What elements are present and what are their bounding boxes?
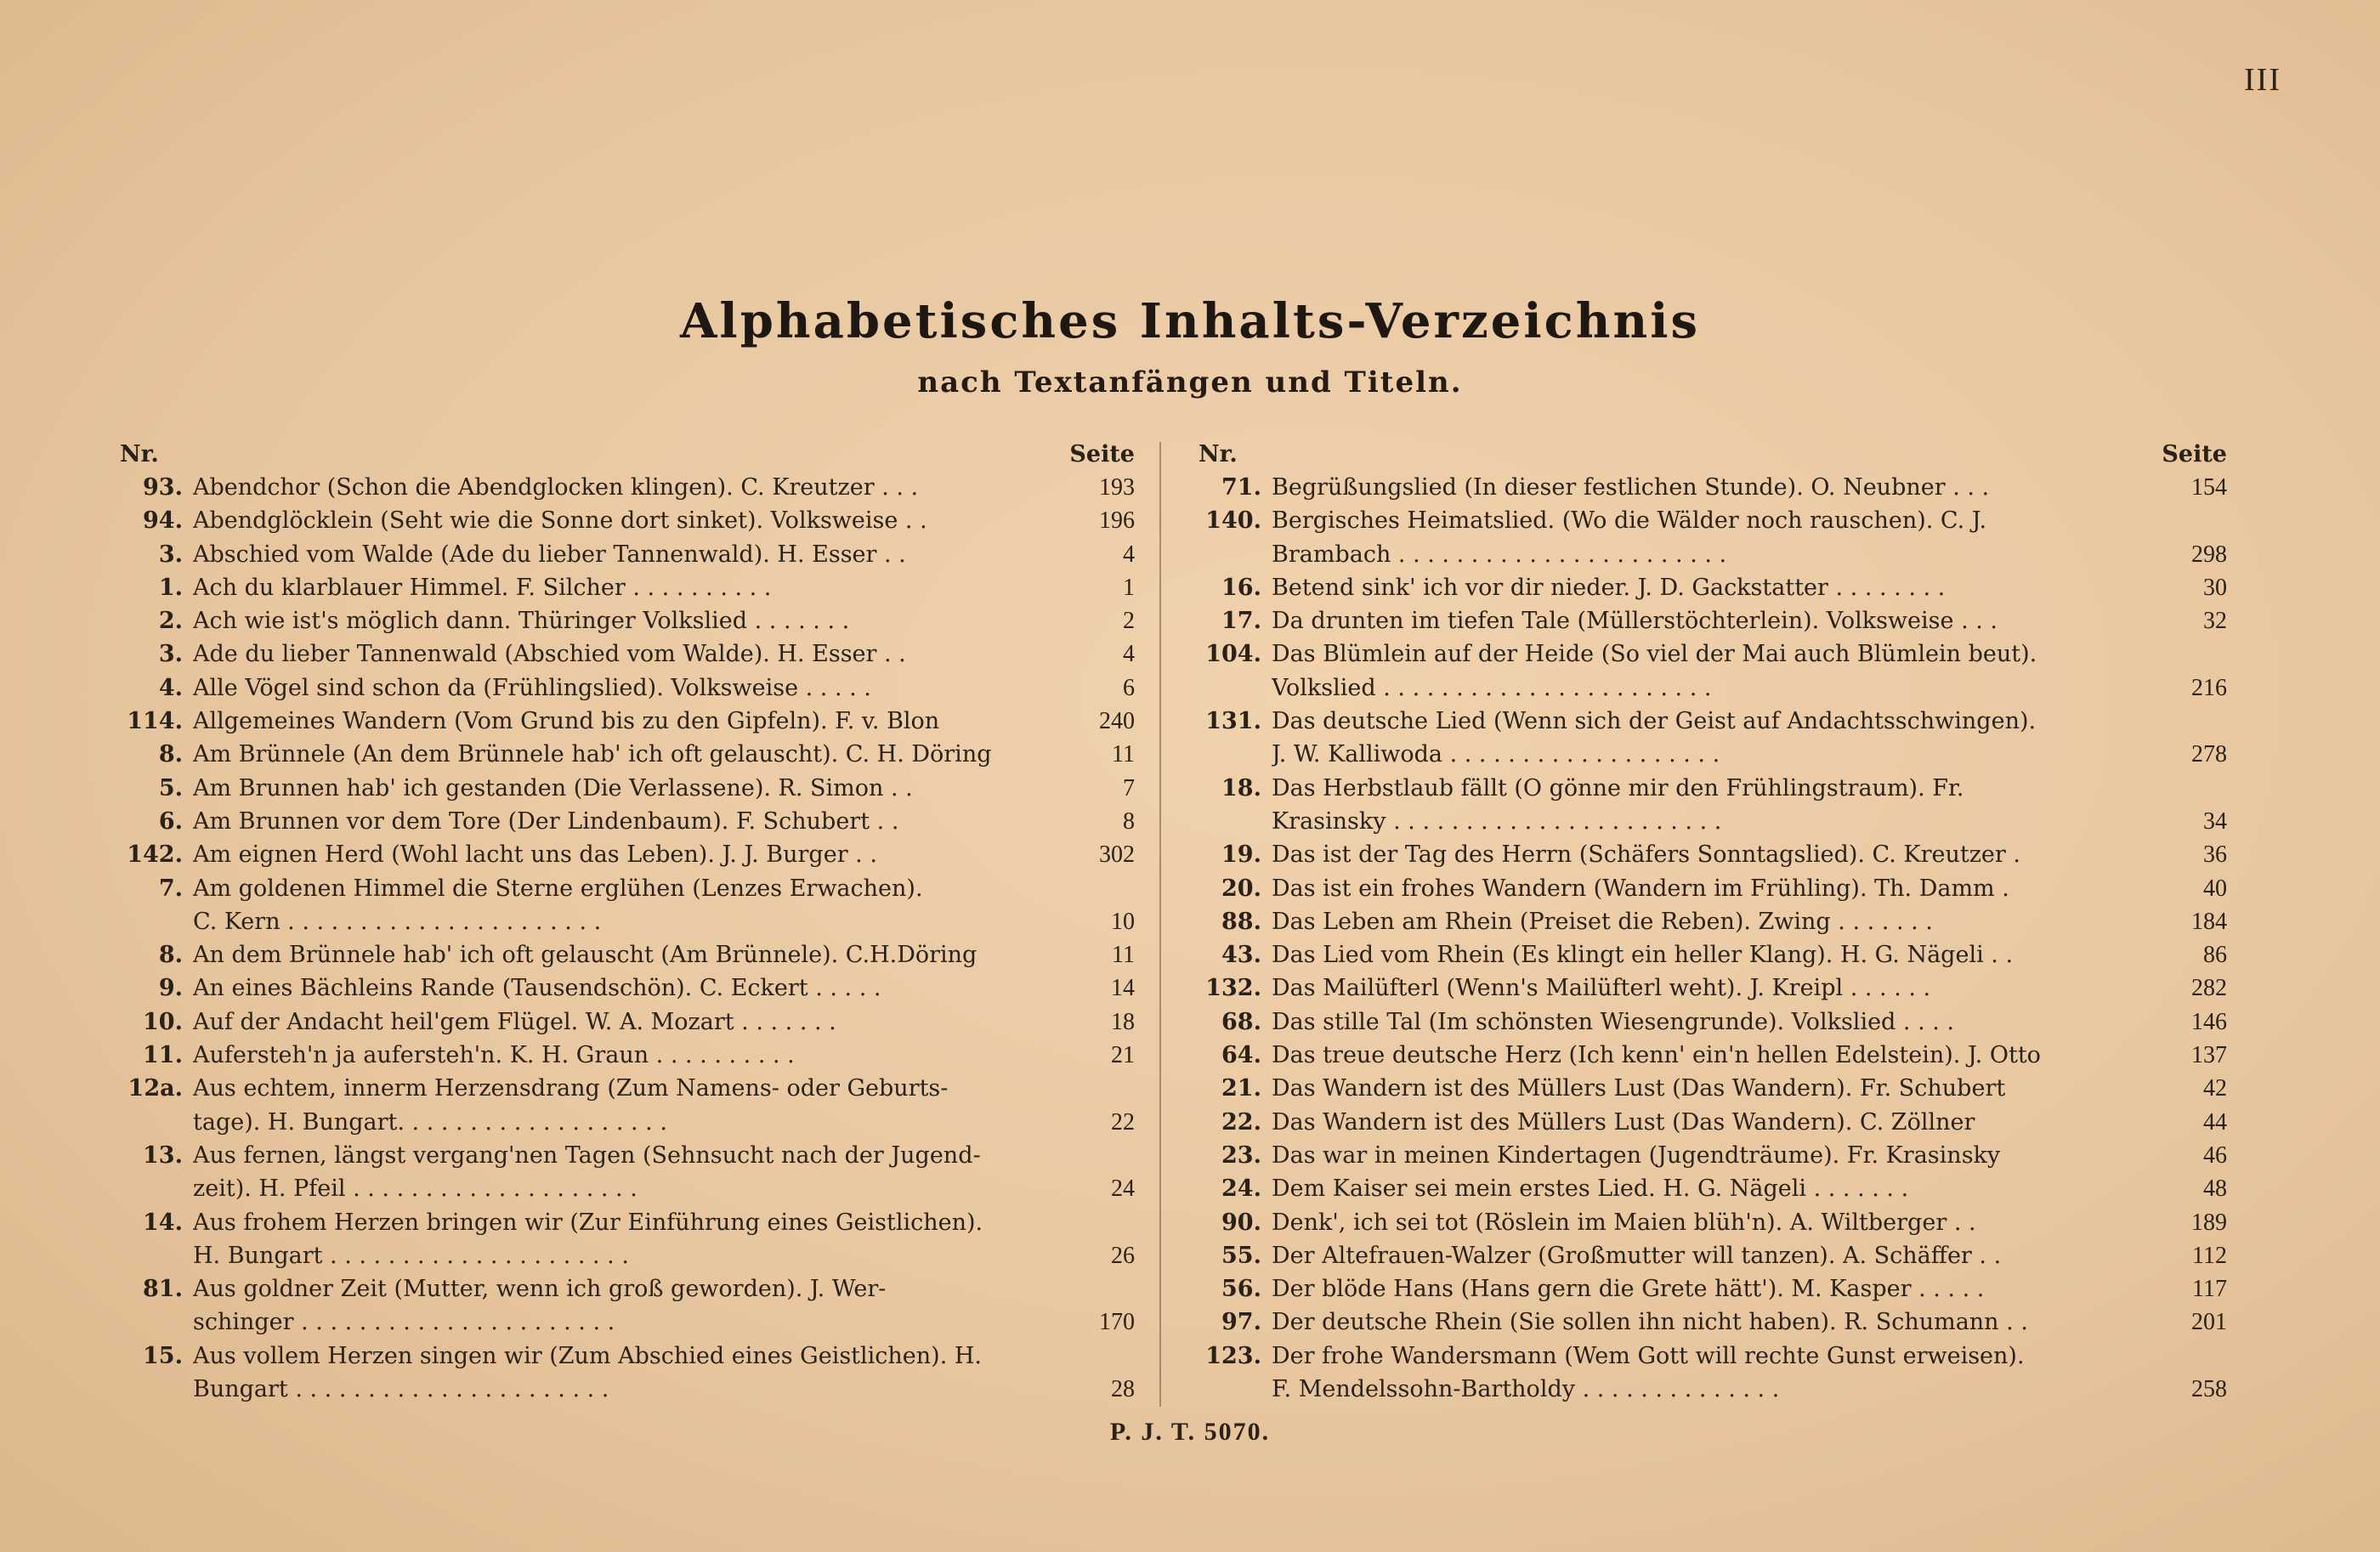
index-entry bbox=[115, 971, 1135, 1005]
entry-number: 131. bbox=[1205, 708, 1261, 735]
entry-page: 10 bbox=[1111, 908, 1135, 935]
entry-number: 16. bbox=[1221, 574, 1261, 601]
entry-page: 21 bbox=[1111, 1042, 1135, 1069]
entry-title: Allgemeines Wandern (Vom Grund bis zu den Gipfeln). F. v. Blon bbox=[193, 708, 940, 735]
entry-number: 8. bbox=[158, 741, 183, 768]
index-entry bbox=[1193, 1005, 2227, 1039]
entry-page: 154 bbox=[2191, 474, 2227, 501]
index-entry bbox=[115, 671, 1135, 705]
entry-page: 196 bbox=[1099, 507, 1135, 535]
index-entry bbox=[115, 905, 1135, 938]
index-entry bbox=[115, 1172, 1135, 1205]
index-entry bbox=[115, 705, 1135, 738]
entry-title: Bergisches Heimatslied. (Wo die Wälder noch rauschen). C. J. bbox=[1272, 507, 1987, 535]
column-divider bbox=[1159, 442, 1161, 1407]
entry-title: Alle Vögel sind schon da (Frühlingslied). Volksweise . . . . . bbox=[193, 674, 871, 701]
page-subtitle: nach Textanfängen und Titeln. bbox=[917, 365, 1463, 399]
entry-page: 278 bbox=[2191, 741, 2227, 768]
entry-number: 68. bbox=[1221, 1008, 1261, 1035]
entry-page: 6 bbox=[1123, 674, 1135, 701]
entry-title: Das ist ein frohes Wandern (Wandern im Frühling). Th. Damm . bbox=[1272, 875, 2009, 902]
index-entry bbox=[1193, 905, 2227, 938]
index-entry bbox=[1193, 538, 2227, 571]
entry-title: Begrüßungslied (In dieser festlichen Stunde). O. Neubner . . . bbox=[1272, 474, 1990, 501]
entry-number: 55. bbox=[1221, 1242, 1261, 1269]
index-entry bbox=[1193, 1172, 2227, 1205]
entry-number: 20. bbox=[1221, 875, 1261, 902]
index-entry bbox=[1193, 1106, 2227, 1139]
index-entry bbox=[115, 1340, 1135, 1373]
index-column-right bbox=[1193, 438, 2227, 1406]
entry-title: Abendglöcklein (Seht wie die Sonne dort sinket). Volksweise . . bbox=[193, 507, 927, 535]
entry-title: tage). H. Bungart. . . . . . . . . . . . . . . . . . . bbox=[193, 1108, 667, 1136]
index-entry bbox=[115, 637, 1135, 671]
column-header bbox=[115, 438, 1135, 471]
entry-page: 30 bbox=[2203, 574, 2227, 601]
entry-number: 7. bbox=[158, 875, 183, 902]
index-entry bbox=[1193, 1272, 2227, 1306]
entry-number: 56. bbox=[1221, 1276, 1261, 1303]
entry-title: An dem Brünnele hab' ich oft gelauscht (Am Brünnele). C.H.Döring bbox=[193, 942, 978, 969]
entry-number: 88. bbox=[1221, 908, 1261, 935]
entry-page: 170 bbox=[1099, 1309, 1135, 1336]
index-entry bbox=[1193, 738, 2227, 771]
index-entry bbox=[1193, 1139, 2227, 1172]
entry-title: Bungart . . . . . . . . . . . . . . . . . . . . . . bbox=[193, 1376, 609, 1403]
entry-title: Auf der Andacht heil'gem Flügel. W. A. Mozart . . . . . . . bbox=[193, 1008, 836, 1035]
entry-number: 140. bbox=[1205, 507, 1261, 535]
entry-title: Das stille Tal (Im schönsten Wiesengrunde). Volkslied . . . . bbox=[1272, 1008, 1954, 1035]
entry-number: 11. bbox=[143, 1042, 183, 1069]
entry-title: schinger . . . . . . . . . . . . . . . . . . . . . . bbox=[193, 1309, 615, 1336]
entry-number: 8. bbox=[158, 942, 183, 969]
entry-page: 26 bbox=[1111, 1242, 1135, 1269]
index-entry bbox=[115, 604, 1135, 637]
entry-page: 201 bbox=[2191, 1309, 2227, 1336]
header-seite: Seite bbox=[2162, 441, 2227, 467]
entry-page: 1 bbox=[1123, 574, 1135, 601]
entry-page: 24 bbox=[1111, 1175, 1135, 1203]
index-entry bbox=[1193, 1373, 2227, 1406]
entry-number: 43. bbox=[1221, 942, 1261, 969]
index-entry bbox=[1193, 604, 2227, 637]
page-number: III bbox=[2244, 62, 2281, 98]
entry-page: 86 bbox=[2203, 942, 2227, 969]
entry-title: Aus frohem Herzen bringen wir (Zur Einführung eines Geistlichen). bbox=[193, 1209, 983, 1236]
index-entry bbox=[1193, 671, 2227, 705]
entry-number: 13. bbox=[143, 1141, 183, 1169]
header-seite: Seite bbox=[1069, 441, 1135, 467]
entry-number: 5. bbox=[158, 774, 183, 801]
entry-page: 189 bbox=[2191, 1209, 2227, 1236]
entry-title: Das Lied vom Rhein (Es klingt ein heller Klang). H. G. Nägeli . . bbox=[1272, 942, 2014, 969]
publisher-code: P. J. T. 5070. bbox=[1109, 1418, 1271, 1446]
entry-title: Das ist der Tag des Herrn (Schäfers Sonntagslied). C. Kreutzer . bbox=[1272, 841, 2020, 869]
entry-title: F. Mendelssohn-Bartholdy . . . . . . . . . . . . . . bbox=[1272, 1376, 1780, 1403]
entry-title: Ach wie ist's möglich dann. Thüringer Volkslied . . . . . . . bbox=[193, 608, 850, 635]
entry-number: 94. bbox=[143, 507, 183, 535]
entry-number: 142. bbox=[127, 841, 183, 869]
index-entry bbox=[115, 538, 1135, 571]
entry-title: Das Leben am Rhein (Preiset die Reben). Zwing . . . . . . . bbox=[1272, 908, 1933, 935]
index-entry bbox=[115, 1005, 1135, 1039]
entry-title: Denk', ich sei tot (Röslein im Maien blüh'n). A. Wiltberger . . bbox=[1272, 1209, 1976, 1236]
entry-number: 23. bbox=[1221, 1141, 1261, 1169]
index-entry bbox=[115, 805, 1135, 838]
index-entry bbox=[1193, 637, 2227, 671]
entry-page: 22 bbox=[1111, 1108, 1135, 1136]
entry-title: Am Brunnen hab' ich gestanden (Die Verlassene). R. Simon . . bbox=[193, 774, 913, 801]
entry-number: 3. bbox=[158, 641, 183, 668]
entry-number: 17. bbox=[1221, 608, 1261, 635]
entry-number: 19. bbox=[1221, 841, 1261, 869]
entry-page: 302 bbox=[1099, 841, 1135, 869]
entry-title: Ach du klarblauer Himmel. F. Silcher . . . . . . . . . . bbox=[193, 574, 772, 601]
entry-page: 240 bbox=[1099, 708, 1135, 735]
entry-title: Das Mailüfterl (Wenn's Mailüfterl weht). J. Kreipl . . . . . . bbox=[1272, 975, 1931, 1002]
column-header bbox=[1193, 438, 2227, 471]
entry-page: 42 bbox=[2203, 1075, 2227, 1102]
entry-page: 11 bbox=[1112, 741, 1135, 768]
entry-title: Ade du lieber Tannenwald (Abschied vom Walde). H. Esser . . bbox=[193, 641, 906, 668]
entry-page: 137 bbox=[2191, 1042, 2227, 1069]
entry-page: 44 bbox=[2203, 1108, 2227, 1136]
index-entry bbox=[1193, 1206, 2227, 1239]
page-title: Alphabetisches Inhalts-Verzeichnis bbox=[679, 293, 1700, 349]
entry-page: 193 bbox=[1099, 474, 1135, 501]
entry-page: 34 bbox=[2203, 807, 2227, 835]
entry-number: 114. bbox=[127, 708, 183, 735]
index-entry bbox=[1193, 971, 2227, 1005]
header-nr: Nr. bbox=[120, 441, 159, 467]
index-entry bbox=[1193, 705, 2227, 738]
entry-title: Der frohe Wandersmann (Wem Gott will rechte Gunst erweisen). bbox=[1272, 1342, 2025, 1369]
entry-page: 32 bbox=[2203, 608, 2227, 635]
entry-page: 28 bbox=[1111, 1376, 1135, 1403]
entry-number: 81. bbox=[143, 1276, 183, 1303]
entry-title: Da drunten im tiefen Tale (Müllerstöchterlein). Volksweise . . . bbox=[1272, 608, 1998, 635]
index-entry bbox=[115, 1272, 1135, 1306]
entry-number: 71. bbox=[1221, 474, 1261, 501]
entry-page: 8 bbox=[1123, 807, 1135, 835]
entry-page: 4 bbox=[1123, 541, 1135, 568]
index-entry bbox=[1193, 571, 2227, 604]
entry-title: Am Brünnele (An dem Brünnele hab' ich oft gelauscht). C. H. Döring bbox=[193, 741, 992, 768]
entry-title: An eines Bächleins Rande (Tausendschön). C. Eckert . . . . . bbox=[193, 975, 881, 1002]
entry-title: Brambach . . . . . . . . . . . . . . . . . . . . . . . bbox=[1272, 541, 1727, 568]
index-entry bbox=[115, 1072, 1135, 1105]
index-entry bbox=[115, 1139, 1135, 1172]
index-entry bbox=[115, 1239, 1135, 1272]
entry-page: 40 bbox=[2203, 875, 2227, 902]
index-entry bbox=[115, 1206, 1135, 1239]
entry-page: 216 bbox=[2191, 674, 2227, 701]
entry-page: 117 bbox=[2192, 1276, 2227, 1303]
index-entry bbox=[115, 738, 1135, 771]
entry-page: 48 bbox=[2203, 1175, 2227, 1203]
index-entry bbox=[1193, 938, 2227, 971]
entry-title: H. Bungart . . . . . . . . . . . . . . . . . . . . . bbox=[193, 1242, 629, 1269]
entry-title: Am Brunnen vor dem Tore (Der Lindenbaum). F. Schubert . . bbox=[193, 807, 899, 835]
index-entry bbox=[115, 938, 1135, 971]
index-entry bbox=[1193, 1239, 2227, 1272]
index-entry bbox=[1193, 1306, 2227, 1339]
entry-page: 11 bbox=[1112, 942, 1135, 969]
entry-number: 4. bbox=[158, 674, 183, 701]
index-entry bbox=[115, 471, 1135, 504]
entry-number: 132. bbox=[1205, 975, 1261, 1002]
index-list-left bbox=[115, 471, 1135, 1406]
entry-number: 21. bbox=[1221, 1075, 1261, 1102]
index-entry bbox=[115, 571, 1135, 604]
entry-title: Das Wandern ist des Müllers Lust (Das Wandern). C. Zöllner bbox=[1272, 1108, 1975, 1136]
entry-page: 18 bbox=[1111, 1008, 1135, 1035]
entry-title: Das Herbstlaub fällt (O gönne mir den Frühlingstraum). Fr. bbox=[1272, 774, 1964, 801]
index-entry bbox=[115, 1039, 1135, 1072]
index-entry bbox=[1193, 805, 2227, 838]
entry-page: 7 bbox=[1123, 774, 1135, 801]
index-entry bbox=[1193, 838, 2227, 871]
index-entry bbox=[115, 1373, 1135, 1406]
index-entry bbox=[115, 772, 1135, 805]
entry-page: 184 bbox=[2191, 908, 2227, 935]
entry-title: Betend sink' ich vor dir nieder. J. D. Gackstatter . . . . . . . . bbox=[1272, 574, 1946, 601]
index-entry bbox=[1193, 1039, 2227, 1072]
entry-page: 298 bbox=[2191, 541, 2227, 568]
index-entry bbox=[115, 1106, 1135, 1139]
entry-page: 112 bbox=[2192, 1242, 2227, 1269]
index-entry bbox=[115, 872, 1135, 905]
index-entry bbox=[115, 838, 1135, 871]
entry-number: 14. bbox=[143, 1209, 183, 1236]
entry-number: 24. bbox=[1221, 1175, 1261, 1203]
index-entry bbox=[1193, 872, 2227, 905]
entry-page: 46 bbox=[2203, 1141, 2227, 1169]
entry-page: 146 bbox=[2191, 1008, 2227, 1035]
entry-title: Aufersteh'n ja aufersteh'n. K. H. Graun . . . . . . . . . . bbox=[193, 1042, 795, 1069]
entry-page: 14 bbox=[1111, 975, 1135, 1002]
entry-page: 258 bbox=[2191, 1376, 2227, 1403]
entry-title: J. W. Kalliwoda . . . . . . . . . . . . . . . . . . . bbox=[1272, 741, 1720, 768]
entry-title: Aus vollem Herzen singen wir (Zum Abschied eines Geistlichen). H. bbox=[193, 1342, 983, 1369]
entry-title: Der blöde Hans (Hans gern die Grete hätt'). M. Kasper . . . . . bbox=[1272, 1276, 1985, 1303]
entry-number: 3. bbox=[158, 541, 183, 568]
entry-title: Am eignen Herd (Wohl lacht uns das Leben). J. J. Burger . . bbox=[193, 841, 877, 869]
entry-number: 22. bbox=[1221, 1108, 1261, 1136]
index-entry bbox=[115, 1306, 1135, 1339]
entry-number: 64. bbox=[1221, 1042, 1261, 1069]
entry-number: 9. bbox=[158, 975, 183, 1002]
entry-title: Das war in meinen Kindertagen (Jugendträume). Fr. Krasinsky bbox=[1272, 1141, 2001, 1169]
entry-number: 2. bbox=[158, 608, 183, 635]
entry-number: 18. bbox=[1221, 774, 1261, 801]
entry-number: 12a. bbox=[128, 1075, 183, 1102]
entry-title: Der deutsche Rhein (Sie sollen ihn nicht haben). R. Schumann . . bbox=[1272, 1309, 2028, 1336]
entry-title: Abschied vom Walde (Ade du lieber Tannenwald). H. Esser . . bbox=[193, 541, 906, 568]
entry-number: 123. bbox=[1205, 1342, 1261, 1369]
entry-title: Das Blümlein auf der Heide (So viel der Mai auch Blümlein beut). bbox=[1272, 641, 2037, 668]
entry-page: 282 bbox=[2191, 975, 2227, 1002]
index-entry bbox=[1193, 1072, 2227, 1105]
entry-title: Dem Kaiser sei mein erstes Lied. H. G. Nägeli . . . . . . . bbox=[1272, 1175, 1909, 1203]
entry-title: Aus fernen, längst vergang'nen Tagen (Sehnsucht nach der Jugend- bbox=[193, 1141, 981, 1169]
index-entry bbox=[115, 504, 1135, 537]
entry-title: Am goldenen Himmel die Sterne erglühen (Lenzes Erwachen). bbox=[193, 875, 923, 902]
entry-title: Abendchor (Schon die Abendglocken klingen). C. Kreutzer . . . bbox=[193, 474, 919, 501]
index-entry bbox=[1193, 1340, 2227, 1373]
entry-number: 1. bbox=[158, 574, 183, 601]
entry-title: Aus goldner Zeit (Mutter, wenn ich groß geworden). J. Wer- bbox=[193, 1276, 887, 1303]
header-nr: Nr. bbox=[1198, 441, 1238, 467]
index-list-right bbox=[1193, 471, 2227, 1406]
entry-title: Das treue deutsche Herz (Ich kenn' ein'n hellen Edelstein). J. Otto bbox=[1272, 1042, 2041, 1069]
entry-title: Krasinsky . . . . . . . . . . . . . . . . . . . . . . . bbox=[1272, 807, 1722, 835]
entry-title: Aus echtem, innerm Herzensdrang (Zum Namens- oder Geburts- bbox=[193, 1075, 949, 1102]
entry-page: 2 bbox=[1123, 608, 1135, 635]
entry-number: 104. bbox=[1205, 641, 1261, 668]
index-entry bbox=[1193, 471, 2227, 504]
entry-title: Der Altefrauen-Walzer (Großmutter will tanzen). A. Schäffer . . bbox=[1272, 1242, 2002, 1269]
entry-title: Das deutsche Lied (Wenn sich der Geist auf Andachtsschwingen). bbox=[1272, 708, 2037, 735]
index-column-left bbox=[115, 438, 1135, 1406]
entry-number: 6. bbox=[158, 807, 183, 835]
entry-number: 93. bbox=[143, 474, 183, 501]
entry-title: zeit). H. Pfeil . . . . . . . . . . . . . . . . . . . . bbox=[193, 1175, 638, 1203]
entry-number: 97. bbox=[1221, 1309, 1261, 1336]
index-entry bbox=[1193, 504, 2227, 537]
entry-page: 4 bbox=[1123, 641, 1135, 668]
entry-title: Das Wandern ist des Müllers Lust (Das Wandern). Fr. Schubert bbox=[1272, 1075, 2006, 1102]
entry-title: C. Kern . . . . . . . . . . . . . . . . . . . . . . bbox=[193, 908, 602, 935]
entry-number: 15. bbox=[143, 1342, 183, 1369]
entry-page: 36 bbox=[2203, 841, 2227, 869]
entry-number: 10. bbox=[143, 1008, 183, 1035]
entry-number: 90. bbox=[1221, 1209, 1261, 1236]
entry-title: Volkslied . . . . . . . . . . . . . . . . . . . . . . . bbox=[1272, 674, 1712, 701]
index-entry bbox=[1193, 772, 2227, 805]
